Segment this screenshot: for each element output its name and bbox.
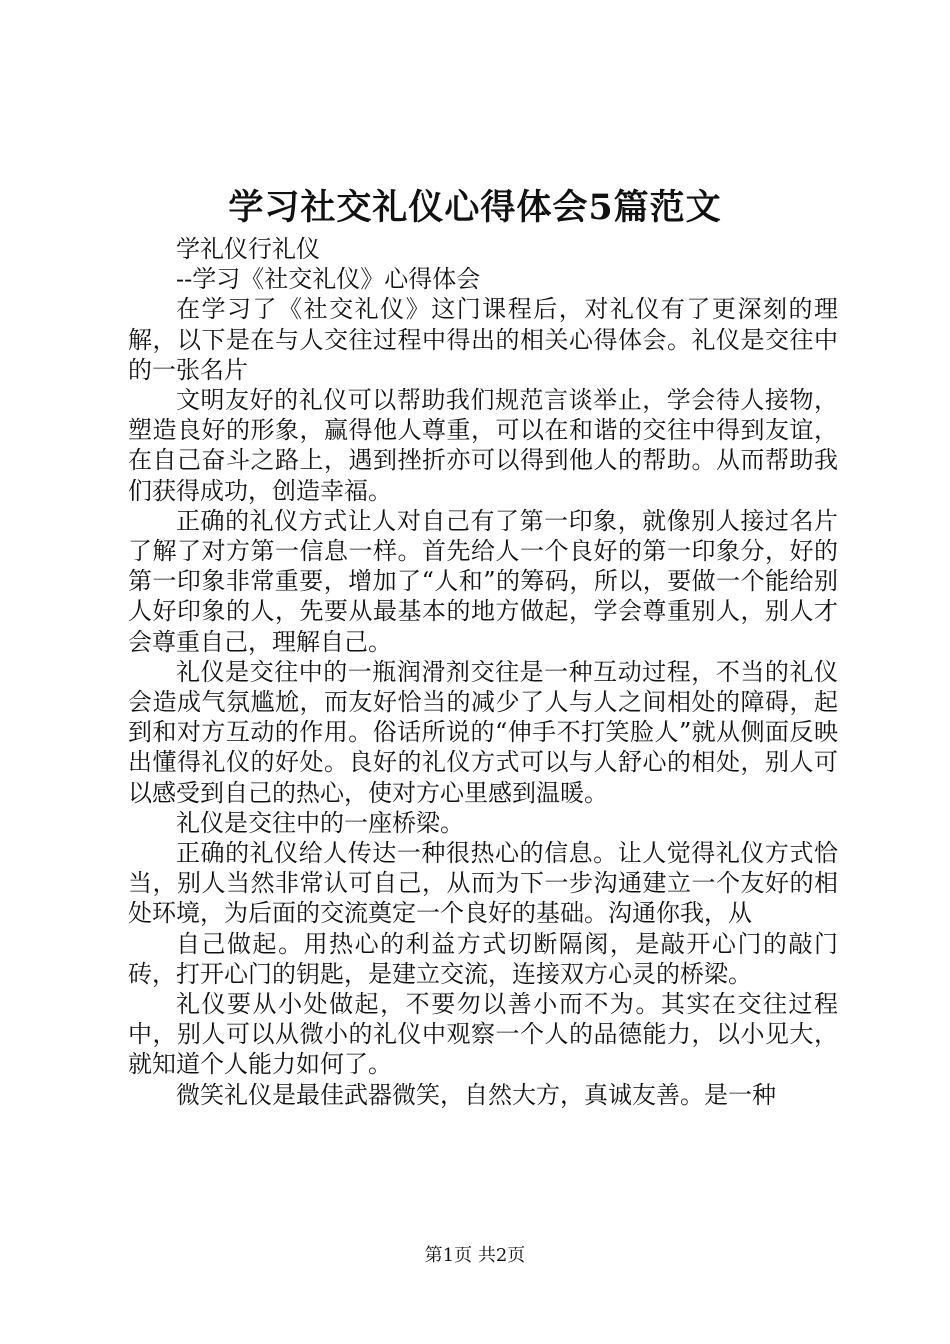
paragraph: 自己做起。用热心的利益方式切断隔阂，是敲开心门的敲门砖，打开心门的钥匙，是建立交流，连接双方心灵的桥梁。 [128,929,838,988]
paragraph: 礼仪要从小处做起，不要勿以善小而不为。其实在交往过程中，别人可以从微小的礼仪中观察一个人的品德能力，以小见大，就知道个人能力如何了。 [128,990,838,1079]
document-body [128,234,838,1110]
paragraph: 礼仪是交往中的一瓶润滑剂交往是一种互动过程，不当的礼仪会造成气氛尴尬，而友好恰当的减少了人与人之间相处的障碍，起到和对方互动的作用。俗话所说的“伸手不打笑脸人”就从侧面反映出懂得礼仪的好处。良好的礼仪方式可以与人舒心的相处，别人可以感受到自己的热心，使对方心里感到温暖。 [128,657,838,807]
paragraph: --学习《社交礼仪》心得体会 [176,265,481,294]
paragraph: 学礼仪行礼仪 [176,235,320,263]
paragraph: 微笑礼仪是最佳武器微笑，自然大方，真诚友善。是一种 [176,1080,776,1109]
document-title: 学习社交礼仪心得体会5篇范文 [228,187,722,228]
paragraph: 文明友好的礼仪可以帮助我们规范言谈举止，学会待人接物，塑造良好的形象，赢得他人尊重，可以在和谐的交往中得到友谊，在自己奋斗之路上，遇到挫折亦可以得到他人的帮助。从而帮助我们获得成功，创造幸福。 [128,386,838,505]
paragraph: 正确的礼仪给人传达一种很热心的信息。让人觉得礼仪方式恰当，别人当然非常认可自己，从而为下一步沟通建立一个友好的相处环境，为后面的交流奠定一个良好的基础。沟通你我，从 [128,839,838,928]
paragraph: 在学习了《社交礼仪》这门课程后，对礼仪有了更深刻的理解，以下是在与人交往过程中得出的相关心得体会。礼仪是交往中的一张名片 [128,295,838,384]
paragraph: 正确的礼仪方式让人对自己有了第一印象，就像别人接过名片了解了对方第一信息一样。首先给人一个良好的第一印象分，好的第一印象非常重要，增加了“人和”的筹码，所以，要做一个能给别人好印象的人，先要从最基本的地方做起，学会尊重别人，别人才会尊重自己，理解自己。 [128,506,838,656]
page-footer: 第1页 共2页 [424,1245,526,1266]
paragraph: 礼仪是交往中的一座桥梁。 [176,808,464,837]
